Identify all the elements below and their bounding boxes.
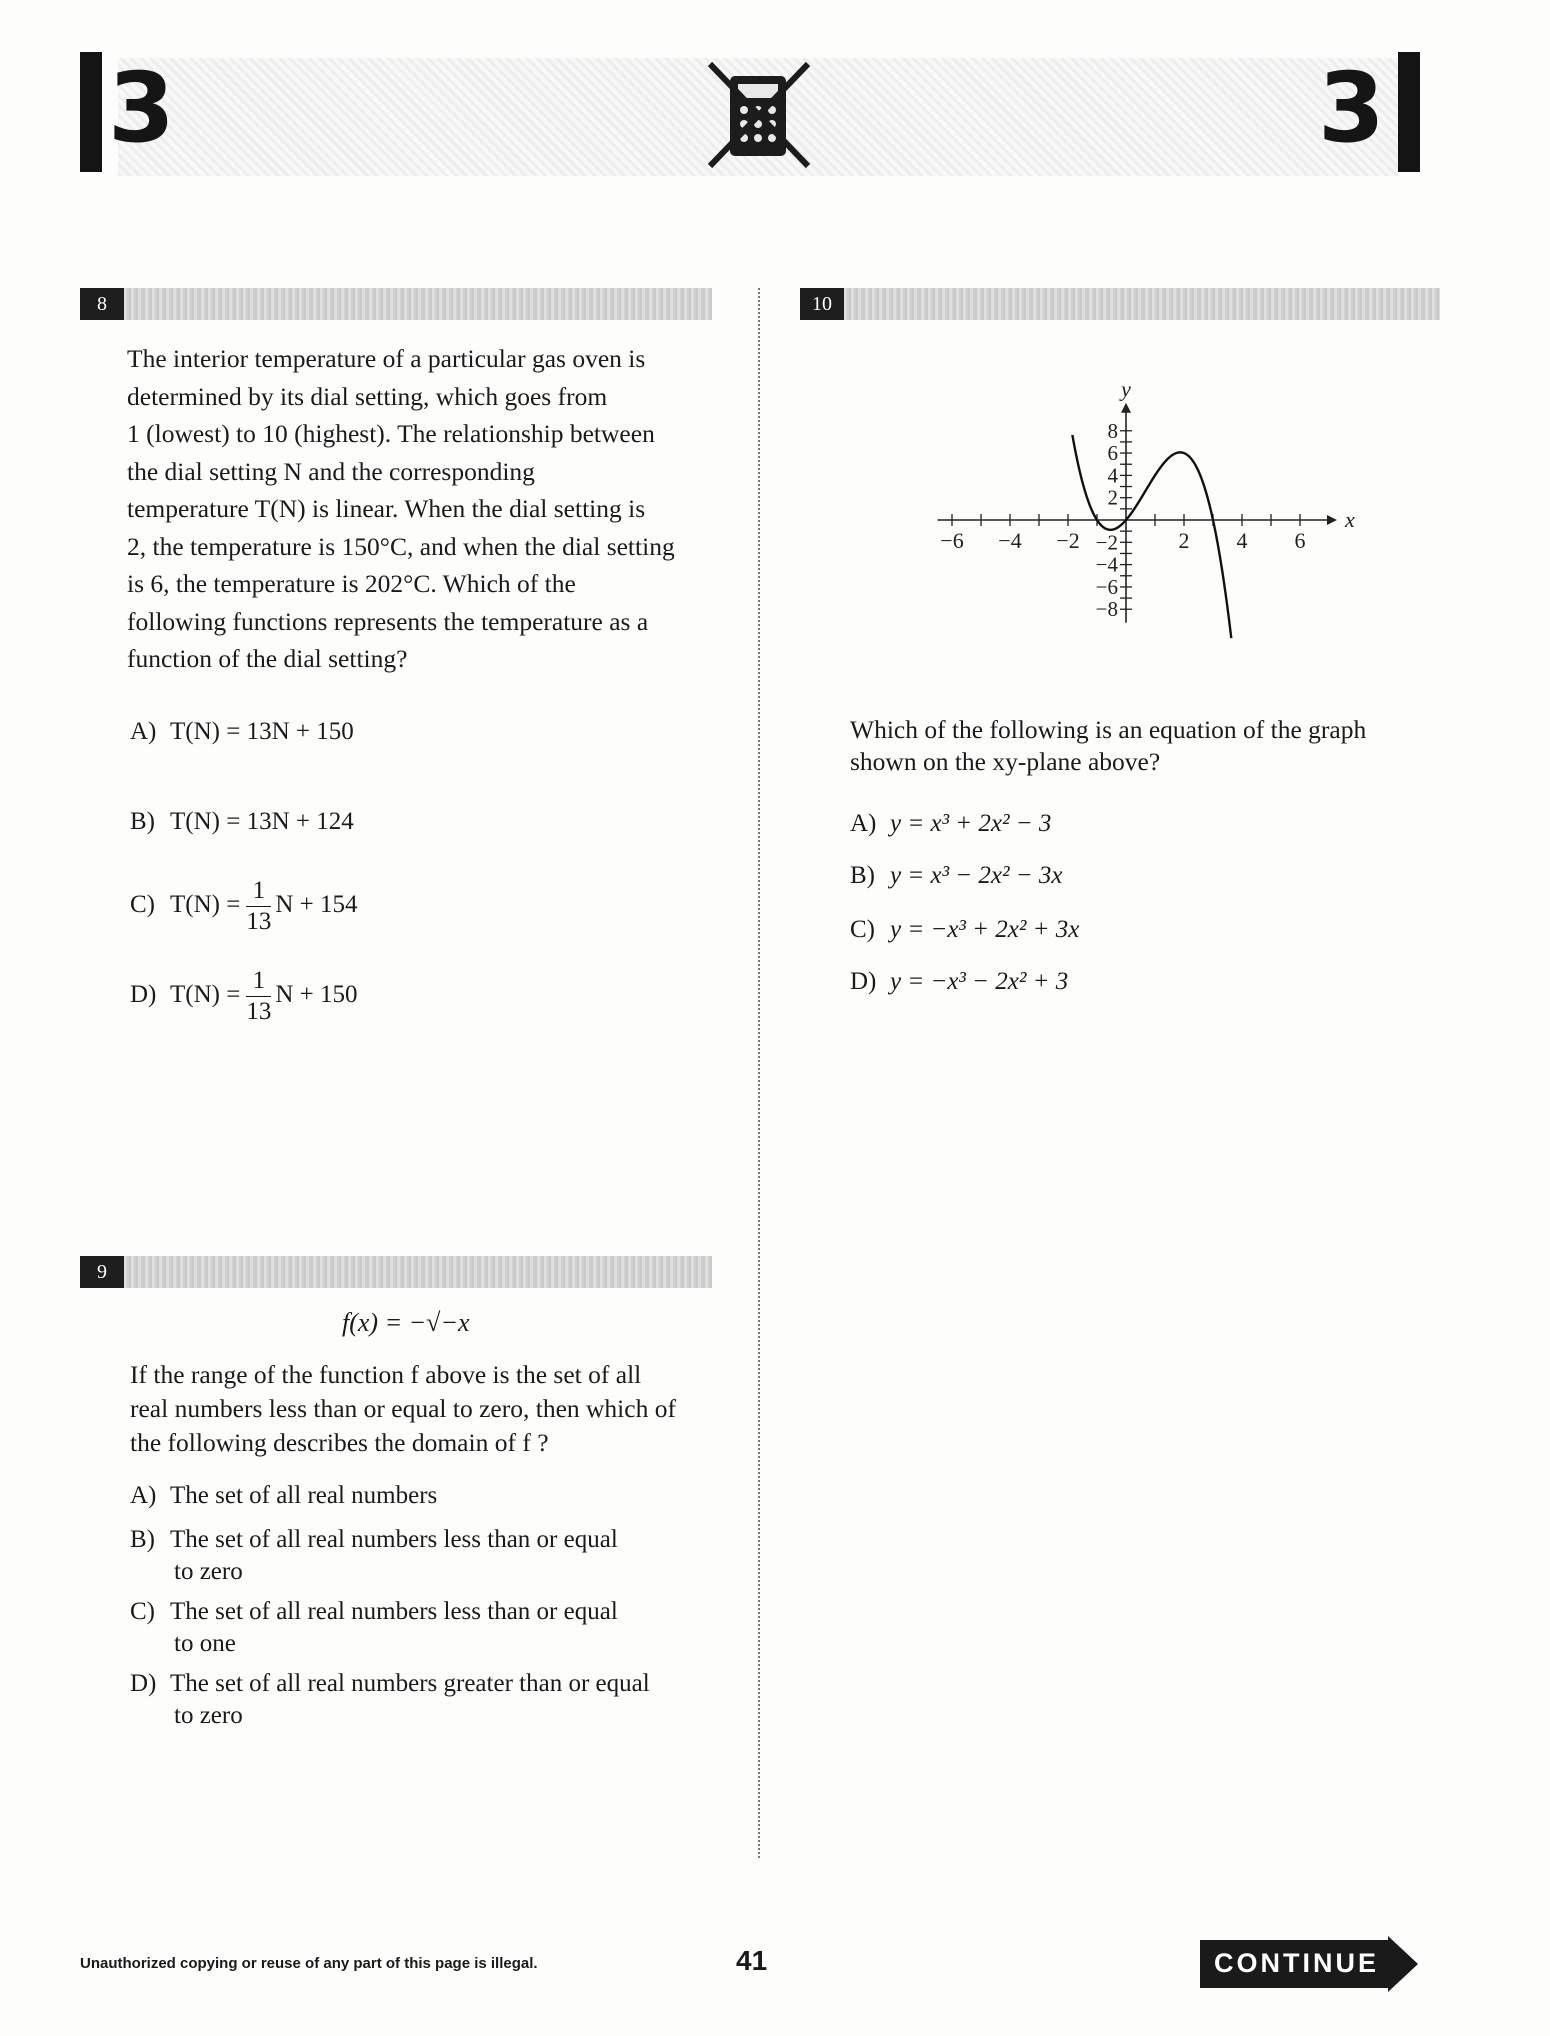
option-text: y = −x³ − 2x² + 3 (890, 968, 1069, 995)
q10-option-a[interactable] (850, 808, 1051, 840)
q9-option-a[interactable] (130, 1480, 730, 1512)
q8-stem-line: temperature T(N) is linear. When the dial setting is (127, 494, 646, 523)
option-rhs: N + 154 (275, 891, 358, 919)
x-tick-label: −4 (998, 528, 1022, 553)
y-tick-label: 2 (1107, 485, 1118, 510)
option-label: D) (130, 1670, 157, 1697)
q8-option-a[interactable] (130, 716, 354, 748)
q8-stem-line: following functions represents the temperature as a (127, 606, 649, 636)
q8-stem-line: The interior temperature of a particular gas oven is (127, 344, 646, 373)
q10-stem-line: Which of the following is an equation of the graph (850, 715, 1367, 744)
q10-number: 10 (800, 288, 844, 320)
q8-stem (127, 340, 747, 678)
q8-stem-line: is 6, the temperature is 202°C. Which of the (127, 569, 576, 598)
y-tick-label: −2 (1095, 530, 1118, 555)
fraction (246, 966, 271, 1027)
option-text: The set of all real numbers less than or equal (170, 1598, 618, 1625)
copyright-notice: Unauthorized copying or reuse of any part of this page is illegal. (80, 1955, 538, 1972)
continue-button[interactable] (1200, 1936, 1418, 1992)
y-tick-label: 4 (1107, 463, 1118, 488)
q9-option-d[interactable] (130, 1668, 750, 1732)
q8-stem-line: function of the dial setting? (127, 644, 408, 673)
fraction (246, 876, 271, 937)
option-label: C) (130, 891, 155, 919)
x-tick-label: −6 (940, 528, 964, 553)
header-left-bar (80, 52, 102, 172)
fraction-numerator: 1 (246, 876, 271, 907)
y-tick-label: −8 (1095, 597, 1118, 622)
option-rhs: N + 150 (275, 981, 358, 1009)
calculator-crossed-icon (700, 56, 818, 174)
option-label: D) (850, 968, 877, 995)
x-tick-label: 2 (1178, 528, 1190, 553)
x-tick-label: −2 (1056, 528, 1080, 553)
section-number-left: 3 (108, 52, 175, 164)
option-label: C) (130, 1598, 155, 1625)
q9-stem (130, 1358, 750, 1460)
q9-header-bar (80, 1256, 712, 1288)
option-label: A) (130, 1482, 157, 1509)
option-lhs: T(N) = (170, 891, 241, 919)
q10-stem (850, 714, 1430, 778)
q8-number: 8 (80, 288, 124, 320)
option-text: y = x³ + 2x² − 3 (890, 810, 1052, 837)
option-text: y = −x³ + 2x² + 3x (890, 916, 1080, 943)
y-tick-label: 8 (1107, 418, 1118, 443)
q10-option-d[interactable] (850, 966, 1068, 998)
option-label: A) (850, 810, 877, 837)
x-tick-label: 6 (1294, 528, 1306, 553)
fraction-denominator: 13 (246, 908, 272, 935)
option-label: B) (130, 808, 155, 835)
option-text: The set of all real numbers greater than or equal (170, 1670, 650, 1697)
q8-stem-line: determined by its dial setting, which goes from (127, 381, 608, 411)
q10-option-b[interactable] (850, 860, 1063, 892)
option-lhs: T(N) = (170, 981, 241, 1009)
q9-stem-line: If the range of the function f above is the set of all (130, 1360, 642, 1389)
q10-graph (920, 340, 1380, 670)
q8-option-c[interactable] (130, 876, 357, 937)
q9-number: 9 (80, 1256, 124, 1288)
q8-stem-line: 1 (lowest) to 10 (highest). The relationship between (127, 419, 655, 448)
x-axis-label: x (1345, 507, 1355, 532)
q10-stem-line: shown on the xy-plane above? (850, 747, 1161, 776)
option-label: B) (850, 862, 875, 889)
q8-header-bar (80, 288, 712, 320)
fraction-denominator: 13 (246, 998, 272, 1025)
section-number-right: 3 (1318, 52, 1385, 164)
continue-label: CONTINUE (1214, 1948, 1379, 1978)
option-text: T(N) = 13N + 124 (170, 808, 354, 835)
header-right-bar (1398, 52, 1420, 172)
q9-option-b[interactable] (130, 1524, 730, 1588)
option-text-cont: to one (174, 1630, 236, 1657)
option-label: B) (130, 1526, 155, 1553)
option-text: The set of all real numbers less than or equal (170, 1526, 618, 1553)
q8-option-d[interactable] (130, 966, 357, 1027)
x-tick-label: 4 (1236, 528, 1248, 553)
y-axis-label: y (1121, 376, 1131, 402)
option-label: D) (130, 981, 157, 1009)
page-number: 41 (736, 1945, 768, 1976)
option-text: T(N) = 13N + 150 (170, 718, 354, 745)
x-axis-arrow (1327, 515, 1337, 525)
y-tick-label: −4 (1095, 552, 1118, 577)
y-tick-label: −6 (1095, 574, 1118, 599)
q8-option-b[interactable] (130, 806, 354, 838)
option-label: A) (130, 718, 157, 745)
q9-stem-line: real numbers less than or equal to zero, then which of (130, 1394, 676, 1423)
q10-option-c[interactable] (850, 914, 1079, 946)
q10-header-bar (800, 288, 1440, 320)
q9-option-c[interactable] (130, 1596, 730, 1660)
y-axis-arrow (1121, 403, 1131, 413)
y-tick-label: 6 (1107, 441, 1118, 466)
option-text: The set of all real numbers (170, 1482, 438, 1509)
q8-stem-line: the dial setting N and the corresponding (127, 456, 535, 486)
q9-equation: f(x) = −√−x (342, 1308, 470, 1337)
option-label: C) (850, 916, 875, 943)
column-divider (758, 288, 760, 1858)
option-text-cont: to zero (174, 1702, 243, 1729)
option-text-cont: to zero (174, 1558, 243, 1585)
q8-stem-line: 2, the temperature is 150°C, and when the dial setting (127, 531, 675, 561)
q9-stem-line: the following describes the domain of f ? (130, 1428, 549, 1457)
fraction-numerator: 1 (246, 966, 271, 997)
option-text: y = x³ − 2x² − 3x (890, 862, 1063, 889)
